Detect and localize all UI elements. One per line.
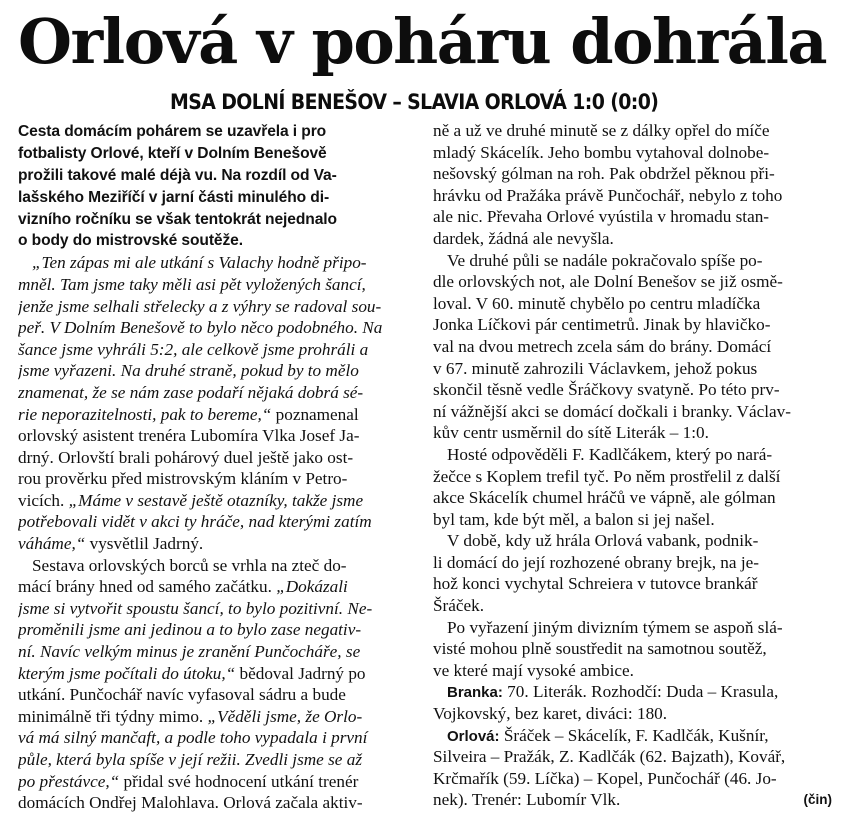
body-text: mácí brány hned od samého začátku. bbox=[18, 577, 277, 597]
body-text: 70. Literák. Rozhodčí: Duda – Krasula, bbox=[502, 682, 779, 702]
quote-text: kterým jsme počítali do útoku,“ bbox=[18, 663, 236, 683]
quote-text: po přestávce,“ bbox=[18, 771, 120, 791]
body-text: Ve druhé půli se nadále pokračovalo spíše po- bbox=[447, 250, 763, 270]
lead-line: vizního ročníku se však tentokrát nejednalo bbox=[18, 210, 337, 228]
quote-paragraph-2 bbox=[18, 555, 424, 814]
quote-text: šance jsme vyhráli 5:2, ale celkově jsme prohráli a bbox=[18, 339, 369, 359]
lead-line: lašského Meziříčí v jarní části minulého di- bbox=[18, 188, 330, 206]
goal-label: Branka: bbox=[447, 684, 503, 702]
quote-text: váháme,“ bbox=[18, 534, 86, 554]
match-result-subheadline: MSA DOLNÍ BENEŠOV – SLAVIA ORLOVÁ 1:0 (0:0) bbox=[170, 90, 659, 114]
body-text: hož konci vychytal Schreiera v tutovce brankář bbox=[433, 574, 758, 594]
quote-text: půle, která byla spíše v její režii. Zvedli jsme se až bbox=[18, 750, 363, 769]
body-text: dle orlovských not, ale Dolní Benešov se již osmě- bbox=[433, 272, 783, 292]
quote-text: mněl. Tam jsme taky měli asi pět vyložených šancí, bbox=[18, 274, 366, 294]
body-text: Krčmařík (59. Líčka) – Kopel, Punčochář (46. Jo- bbox=[433, 768, 777, 788]
quote-paragraph-1 bbox=[18, 252, 424, 554]
body-text: akce Skácelík chumel hráčů ve vápně, ale gólman bbox=[433, 488, 776, 508]
body-text: bědoval Jadrný po bbox=[235, 663, 366, 683]
body-text: drný. Orlovští brali pohárový duel ještě jako ost- bbox=[18, 447, 354, 467]
match-facts-goal bbox=[433, 681, 838, 724]
body-text: val na dvou metrech zcela sám do brány. Domácí bbox=[433, 336, 772, 356]
right-column bbox=[433, 120, 838, 811]
body-text: nešovský gólman na roh. Pak obdržel pěknou při- bbox=[433, 164, 775, 184]
body-paragraph-1 bbox=[433, 120, 838, 250]
quote-text: rie neporazitelnosti, pak to bereme,“ bbox=[18, 404, 272, 424]
lead-paragraph bbox=[18, 121, 424, 252]
body-text: orlovský asistent trenéra Lubomíra Vlka Josef Ja- bbox=[18, 426, 360, 446]
article-headline: Orlová v poháru dohrála bbox=[18, 5, 827, 78]
body-text: mladý Skácelík. Jeho bombu vytahoval dolnobe- bbox=[433, 142, 770, 162]
body-text: žečce s Koplem trefil tyč. Po něm prostřelil z další bbox=[433, 466, 781, 486]
quote-text: „Ten zápas mi ale utkání s Valachy hodně připo- bbox=[32, 253, 367, 273]
quote-text: jsme si vytvořit spoustu šancí, to bylo pozitivní. Ne- bbox=[18, 598, 373, 618]
body-text: dardek, žádná ale nevyšla. bbox=[433, 228, 614, 248]
match-facts-lineup bbox=[433, 725, 838, 811]
lead-line: o body do mistrovské soutěže. bbox=[18, 232, 243, 250]
body-text: přidal své hodnocení utkání trenér bbox=[119, 771, 359, 791]
body-text: ně a už ve druhé minutě se z dálky opřel do míče bbox=[433, 121, 770, 140]
body-text: minimálně tři týdny mimo. bbox=[18, 706, 208, 726]
body-text: loval. V 60. minutě chybělo po centru mladíčka bbox=[433, 293, 761, 313]
quote-text: „Máme v sestavě ještě otazníky, takže jsme bbox=[68, 490, 364, 510]
body-text: Jonka Líčkovi pár centimetrů. Jinak by hlavičko- bbox=[433, 315, 771, 335]
body-text: Šráček. bbox=[433, 596, 485, 616]
body-text: Hosté odpověděli F. Kadlčákem, který po nará- bbox=[447, 444, 773, 464]
quote-text: jsme vyřazeni. Na druhé straně, pokud by to mělo bbox=[18, 361, 359, 381]
body-text: v 67. minutě zahrozili Václavkem, jehož pokus bbox=[433, 358, 758, 378]
quote-text: peř. V Dolním Benešově to bylo něco podobného. Na bbox=[18, 318, 383, 338]
quote-text: znamenat, že se nám zase podaří nějaká dobrá sé- bbox=[18, 382, 364, 402]
quote-text: proměnili jsme ani jedinou a to bylo zase negativ- bbox=[18, 620, 362, 640]
body-paragraph-2 bbox=[433, 250, 838, 444]
body-paragraph-5 bbox=[433, 617, 838, 682]
body-text: rou prověrku před mistrovským kláním v Petro- bbox=[18, 469, 348, 489]
quote-text: jenže jsme selhali střelecky a z výhry se radoval sou- bbox=[18, 296, 382, 316]
body-text: li domácí do její rozhozené obrany brejk, na je- bbox=[433, 552, 759, 572]
body-text: Sestava orlovských borců se vrhla na zteč do- bbox=[32, 555, 347, 575]
author-signature: (čin) bbox=[803, 792, 832, 808]
body-text: poznamenal bbox=[271, 404, 359, 424]
body-paragraph-3 bbox=[433, 444, 838, 530]
body-text: Silveira – Pražák, Z. Kadlčák (62. Bajzath), Kovář, bbox=[433, 747, 786, 767]
quote-text: potřebovali vidět v akci ty hráče, nad kterými zatím bbox=[18, 512, 372, 532]
body-text: byl tam, kde být měl, a balon si jej našel. bbox=[433, 509, 715, 529]
lead-line: fotbalisty Orlové, kteří v Dolním Benešově bbox=[18, 144, 327, 162]
body-text: V době, kdy už hrála Orlová vabank, podnik- bbox=[447, 531, 759, 551]
body-text: skončil těsně vedle Šráčkovy svatyně. Po této prv- bbox=[433, 380, 780, 400]
body-text: vicích. bbox=[18, 490, 69, 510]
lead-line: prožili takové malé déjà vu. Na rozdíl od Va- bbox=[18, 166, 337, 184]
body-text: kův centr usměrnil do sítě Literák – 1:0. bbox=[433, 423, 709, 443]
body-text: Vojkovský, bez karet, diváci: 180. bbox=[433, 704, 668, 724]
quote-text: „Věděli jsme, že Orlo- bbox=[207, 706, 363, 726]
body-text: ale nic. Převaha Orlové vyústila v hromadu stan- bbox=[433, 207, 770, 227]
lead-line: Cesta domácím pohárem se uzavřela i pro bbox=[18, 123, 327, 140]
body-text: domácích Ondřej Malohlava. Orlová začala aktiv- bbox=[18, 793, 363, 813]
quote-text: vá má silný mančaft, a podle toho vypadala i první bbox=[18, 728, 368, 748]
lineup-label: Orlová: bbox=[447, 727, 500, 745]
body-text: nek). Trenér: Lubomír Vlk. bbox=[433, 790, 621, 810]
body-paragraph-4 bbox=[433, 530, 838, 616]
left-column bbox=[18, 121, 424, 814]
body-text: ní vážnější akci se domácí dočkali i branky. Václav- bbox=[433, 401, 791, 421]
body-text: Po vyřazení jiným divizním týmem se aspoň slá- bbox=[447, 617, 783, 637]
quote-text: ní. Navíc velkým minus je zranění Punčocháře, se bbox=[18, 642, 361, 662]
body-text: visté mohou plně soustředit na samotnou soutěž, bbox=[433, 639, 767, 659]
body-text: Šráček – Skácelík, F. Kadlčák, Kušnír, bbox=[499, 725, 769, 745]
quote-text: „Dokázali bbox=[276, 577, 348, 597]
body-text: vysvětlil Jadrný. bbox=[85, 534, 204, 554]
body-text: utkání. Punčochář navíc vyfasoval sádru a bude bbox=[18, 685, 346, 705]
body-text: hrávku od Pražáka právě Punčochář, nebylo z toho bbox=[433, 185, 783, 205]
body-text: ve které mají vysoké ambice. bbox=[433, 660, 634, 680]
